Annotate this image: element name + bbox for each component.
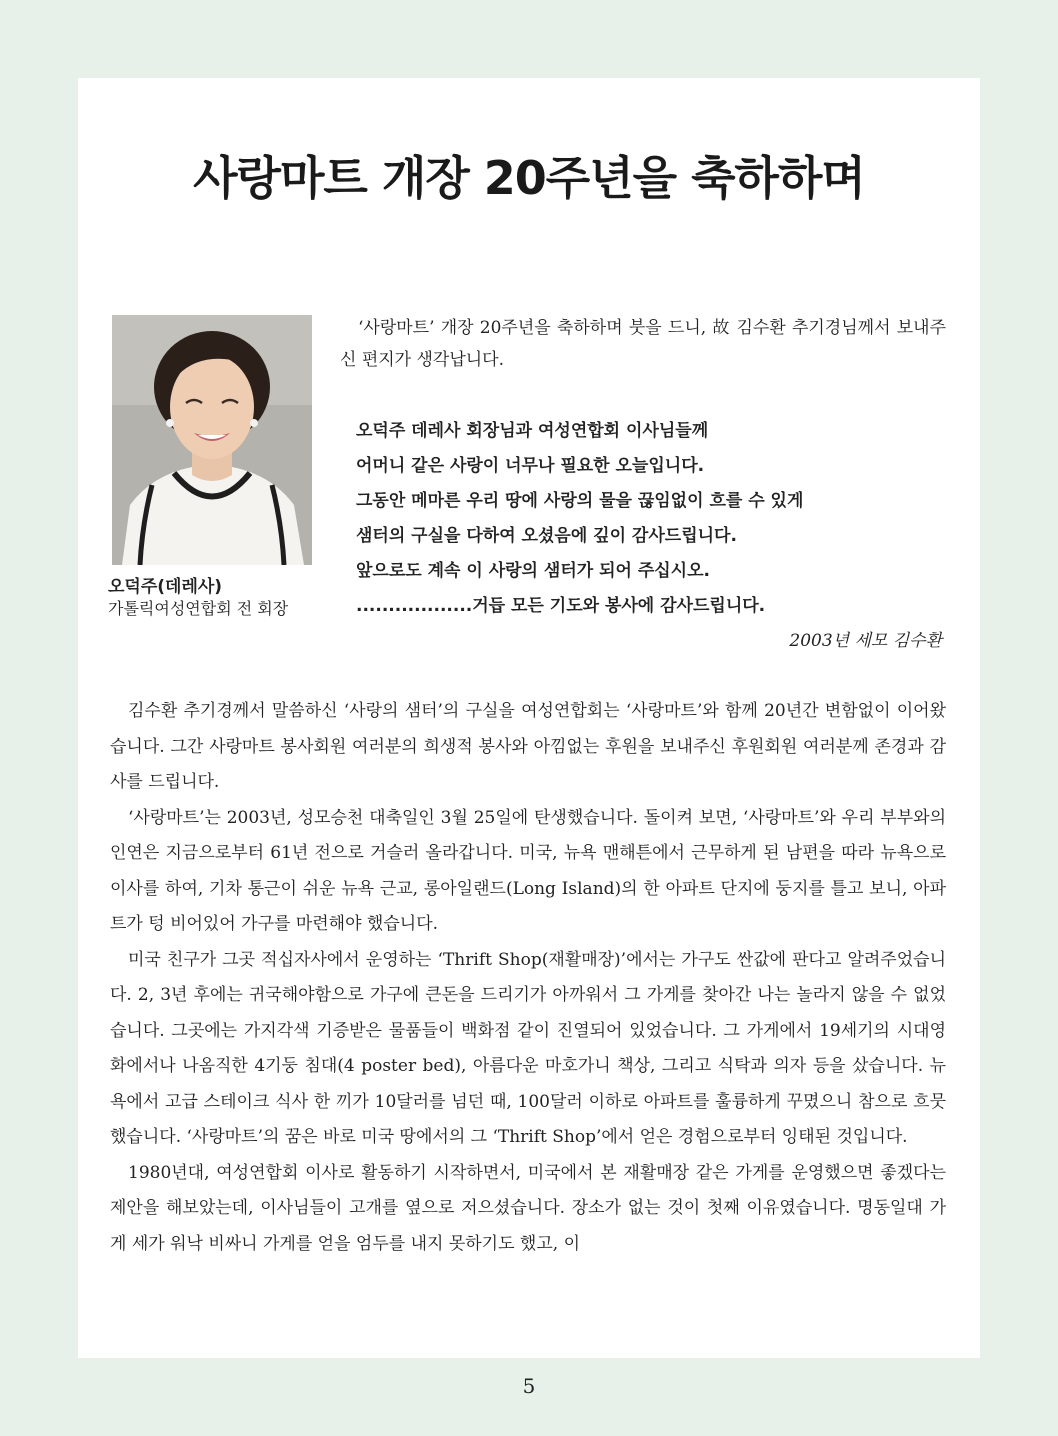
body-paragraph: ‘사랑마트’는 2003년, 성모승천 대축일인 3월 25일에 탄생했습니다. 돌이켜 보면, ‘사랑마트’와 우리 부부와의 인연은 지금으로부터 61년 전으로 거슬러 올라갑니다. 미국, 뉴욕 맨해튼에서 근무하게 된 남편을 따라 뉴욕으로 이사를 하여, 기차 통근이 쉬운 뉴욕 근교, 롱아일랜드(Long Island)의 한 아파트 단지에 둥지를 틀고 보니, 아파트가 텅 비어있어 가구를 마련해야 했습니다. [110, 807, 946, 934]
body-paragraph: 김수환 추기경께서 말씀하신 ‘사랑의 샘터’의 구실을 여성연합회는 ‘사랑마트’와 함께 20년간 변함없이 이어왔습니다. 그간 사랑마트 봉사회원 여러분의 희생적 봉사와 아낌없는 후원을 보내주신 후원회원 여러분께 존경과 감사를 드립니다. [110, 701, 946, 792]
letter-line: 오덕주 데레사 회장님과 여성연합회 이사님들께 [356, 421, 709, 441]
letter-line: 어머니 같은 사랑이 너무나 필요한 오늘입니다. [356, 456, 705, 476]
letter-line: 샘터의 구실을 다하여 오셨음에 깊이 감사드립니다. [356, 526, 737, 546]
body-paragraph: 1980년대, 여성연합회 이사로 활동하기 시작하면서, 미국에서 본 재활매장 같은 가게를 운영했으면 좋겠다는 제안을 해보았는데, 이사님들이 고개를 옆으로 저으셨습니다. 장소가 없는 것이 첫째 이유였습니다. 명동일대 가게 세가 워낙 비싸니 가게를 얻을 엄두를 내지 못하기도 했고, 이 [110, 1162, 946, 1254]
letter-signature: 2003년 세모 김수환 [789, 631, 942, 651]
letter-quote [356, 414, 946, 624]
letter-line: 앞으로도 계속 이 사랑의 샘터가 되어 주십시오. [356, 561, 710, 581]
letter-line: 그동안 메마른 우리 땅에 사랑의 물을 끊임없이 흐를 수 있게 [356, 491, 804, 511]
portrait-illustration [112, 315, 312, 565]
letter-line: ..................거듭 모든 기도와 봉사에 감사드립니다. [356, 596, 766, 616]
intro-paragraph: ‘사랑마트’ 개장 20주년을 축하하며 붓을 드니, 故 김수환 추기경님께서 보내주신 편지가 생각납니다. [340, 318, 946, 370]
article-body [110, 694, 946, 1262]
body-paragraph: 미국 친구가 그곳 적십자사에서 운영하는 ‘Thrift Shop(재활매장)’에서는 가구도 싼값에 판다고 알려주었습니다. 2, 3년 후에는 귀국해야함으로 가구에 큰돈을 드리기가 아까워서 그 가게를 찾아간 나는 놀라지 않을 수 없었습니다. 그곳에는 가지각색 기증받은 물품들이 백화점 같이 진열되어 있었습니다. 그 가게에서 19세기의 시대영화에서나 나옴직한 4기둥 침대(4 poster bed), 아름다운 마호가니 책상, 그리고 식탁과 의자 등을 샀습니다. 뉴욕에서 고급 스테이크 식사 한 끼가 10달러를 넘던 때, 100달러 이하로 아파트를 훌륭하게 꾸몄으니 참으로 흐뭇했습니다. ‘사랑마트’의 꿈은 바로 미국 땅에서의 그 ‘Thrift Shop’에서 얻은 경험으로부터 잉태된 것입니다. [110, 949, 946, 1147]
page-number: 5 [522, 1374, 536, 1398]
portrait-photo [112, 315, 312, 565]
caption-name: 오덕주(데레사) [108, 577, 223, 597]
article-title: 사랑마트 개장 20주년을 축하하며 [193, 151, 865, 205]
caption-role: 가톨릭여성연합회 전 회장 [108, 599, 289, 618]
